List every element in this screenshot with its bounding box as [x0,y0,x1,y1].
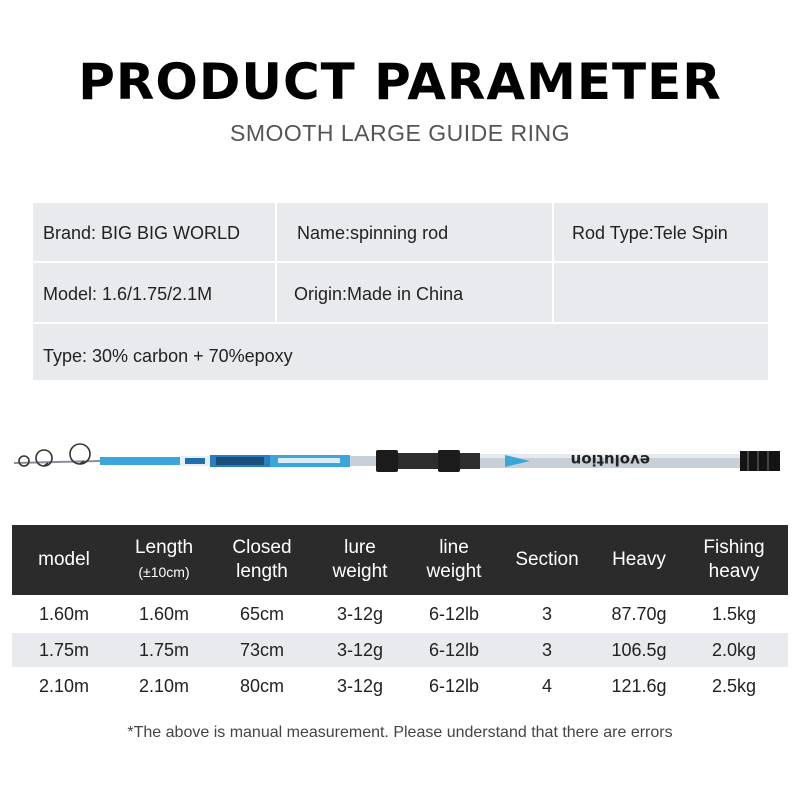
table-cell: 3-12g [336,675,384,696]
table-row [12,597,788,631]
column-header-line1: Heavy [612,549,666,570]
disclaimer-note: *The above is manual measurement. Please understand that there are errors [127,724,673,741]
column-header-line1: Length [134,537,194,558]
column-header [686,525,782,595]
table-cell: 1.60m [138,603,190,624]
column-header [406,525,502,595]
spec-rod-type: Rod Type:Tele Spin [572,223,728,243]
column-header-line1: Section [515,549,579,570]
fishing-rod-image [10,437,780,487]
table-cell: 2.5kg [711,675,757,696]
fishing-rod-icon [10,437,780,487]
parameter-table [12,525,788,703]
table-row [12,669,788,703]
column-header-line1: model [38,549,90,570]
spec-origin: Origin:Made in China [294,284,464,304]
table-cell: 3 [541,639,552,660]
table-cell: 2.10m [38,675,90,696]
spec-type: Type: 30% carbon + 70%epoxy [43,346,293,366]
table-cell: 121.6g [611,675,667,696]
spec-model: Model: 1.6/1.75/2.1M [43,284,213,304]
column-header-line1: Closed [232,537,292,558]
column-header [214,525,310,595]
column-header [312,525,408,595]
page-subtitle: SMOOTH LARGE GUIDE RING [230,120,570,146]
table-cell: 65cm [239,603,284,624]
column-header-line2: (±10cm) [138,564,190,580]
spec-divider [33,261,768,263]
spec-divider [275,263,277,322]
table-cell: 1.60m [38,603,90,624]
table-header [12,525,788,595]
column-header-line2: weight [426,561,482,582]
spec-divider [552,203,554,263]
table-row [12,633,788,667]
table-cell: 80cm [239,675,284,696]
table-cell: 6-12lb [428,639,480,660]
table-cell: 1.75m [138,639,190,660]
table-cell: 87.70g [611,603,667,624]
column-header [499,525,595,595]
column-header-line2: length [236,561,288,582]
table-cell: 3 [541,603,552,624]
table-cell: 73cm [239,639,284,660]
spec-brand: Brand: BIG BIG WORLD [43,223,241,243]
spec-divider [33,322,768,324]
column-header [16,525,112,595]
table-body [12,597,788,703]
page-title: PRODUCT PARAMETER [78,53,722,111]
column-header [591,525,687,595]
table-cell: 1.5kg [711,603,757,624]
table-cell: 106.5g [611,639,667,660]
table-cell: 4 [541,675,552,696]
spec-name: Name:spinning rod [297,223,449,243]
column-header [116,525,212,595]
column-header-line2: weight [332,561,388,582]
spec-divider [275,203,277,263]
rod-brand-text: evolution [570,451,650,469]
table-cell: 2.0kg [711,639,757,660]
table-cell: 3-12g [336,603,384,624]
spec-divider [552,263,554,322]
table-cell: 1.75m [38,639,90,660]
table-cell: 3-12g [336,639,384,660]
column-header-line1: lure [344,537,376,558]
table-cell: 2.10m [138,675,190,696]
column-header-line1: Fishing [703,537,765,558]
table-cell: 6-12lb [428,675,480,696]
column-header-line1: line [439,537,469,558]
spec-box [33,203,768,380]
column-header-line2: heavy [708,561,760,582]
table-cell: 6-12lb [428,603,480,624]
